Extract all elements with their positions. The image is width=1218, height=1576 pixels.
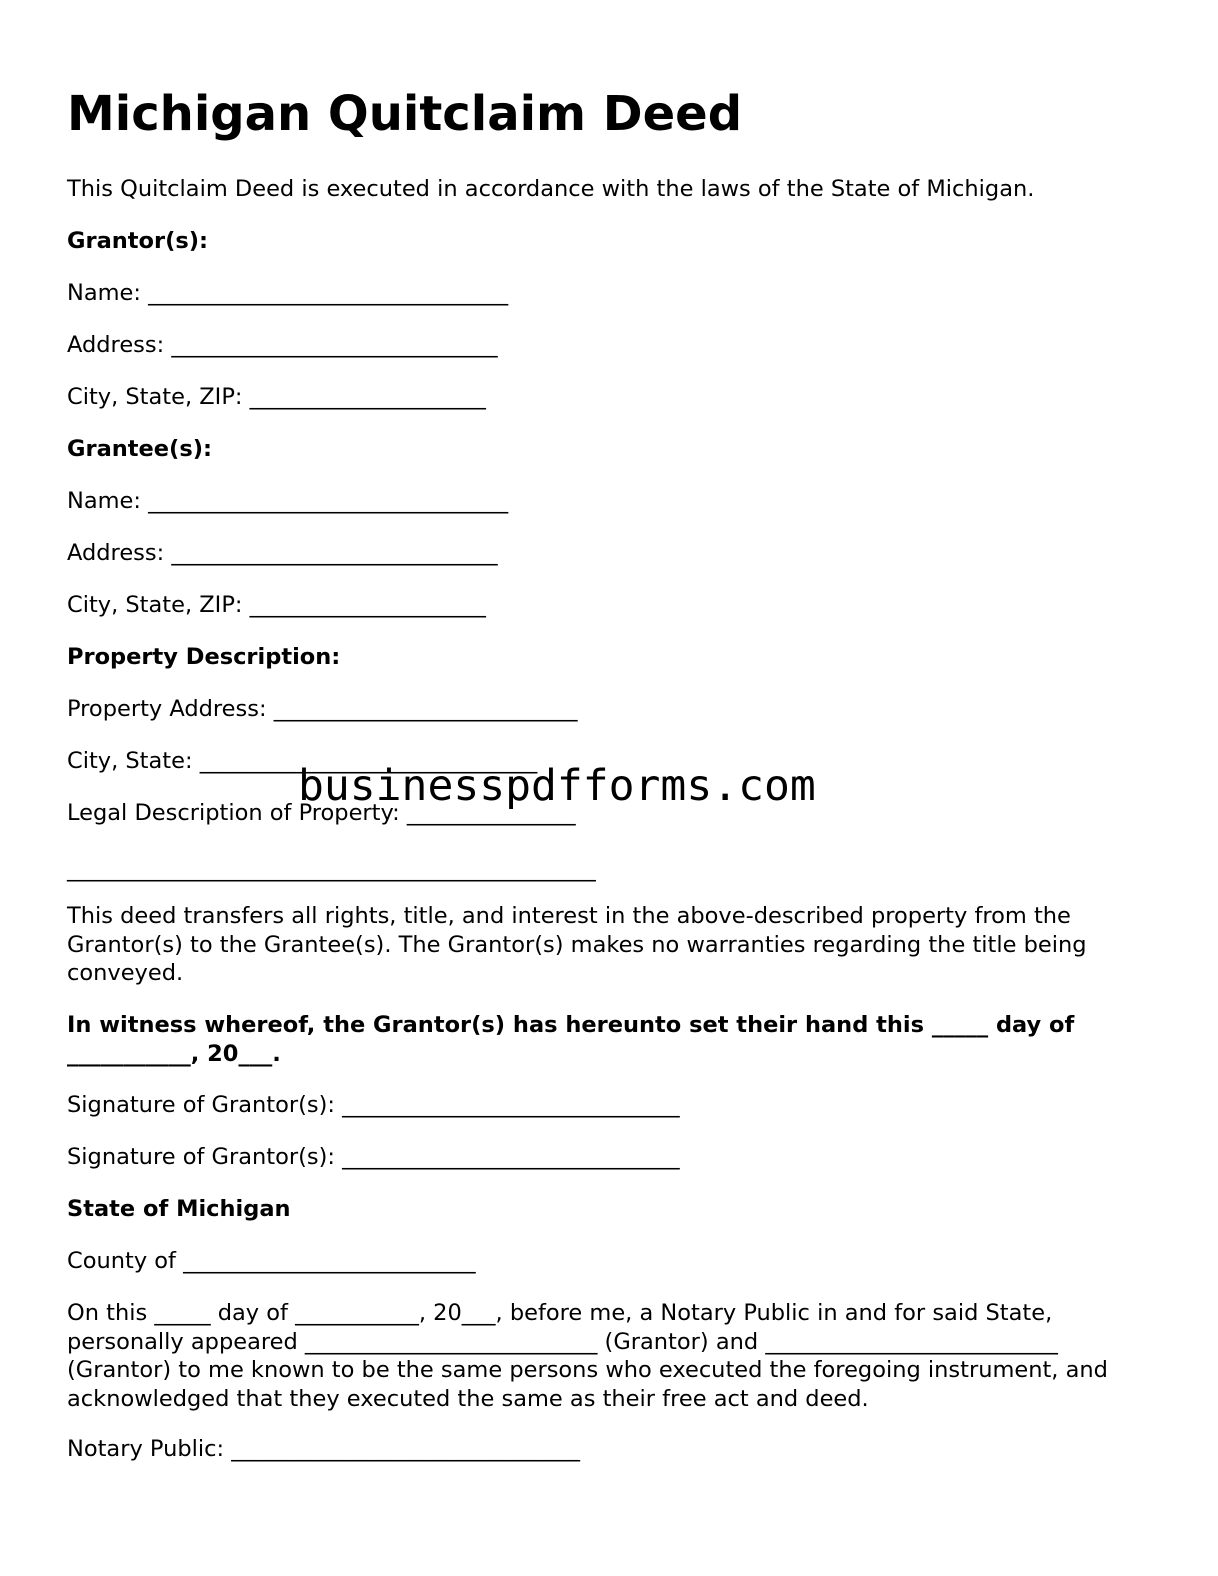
legal-description-line: _______________________________________________ bbox=[67, 856, 596, 882]
county-field: County of __________________________ bbox=[67, 1248, 476, 1274]
grantee-name-field: Name: ________________________________ bbox=[67, 488, 509, 514]
grantee-city-state-zip-field: City, State, ZIP: _____________________ bbox=[67, 592, 486, 618]
transfer-text: This deed transfers all rights, title, and interest in the above-described property from the Grantor(s) to the Grantee(s). The Grantor(s) makes no warranties regarding the title being conveyed. bbox=[67, 903, 1087, 986]
property-address-field: Property Address: ___________________________ bbox=[67, 696, 578, 722]
notary-public-field: Notary Public: _______________________________ bbox=[67, 1436, 580, 1462]
grantor-name-field: Name: ________________________________ bbox=[67, 280, 509, 306]
grantor-address-field: Address: _____________________________ bbox=[67, 332, 498, 358]
grantor-signature-2: Signature of Grantor(s): ______________________________ bbox=[67, 1144, 680, 1170]
property-heading: Property Description: bbox=[67, 644, 341, 670]
grantee-heading: Grantee(s): bbox=[67, 436, 212, 462]
intro-text: This Quitclaim Deed is executed in accordance with the laws of the State of Michigan. bbox=[67, 176, 1035, 202]
grantor-city-state-zip-field: City, State, ZIP: _____________________ bbox=[67, 384, 486, 410]
legal-description-field: Legal Description of Property: _______________ bbox=[67, 800, 576, 826]
grantor-heading: Grantor(s): bbox=[67, 228, 209, 254]
watermark-text: businesspdfforms.com bbox=[298, 761, 816, 811]
grantee-address-field: Address: _____________________________ bbox=[67, 540, 498, 566]
state-heading: State of Michigan bbox=[67, 1196, 291, 1222]
property-city-state-field: City, State: ______________________________ bbox=[67, 748, 538, 774]
grantor-signature-1: Signature of Grantor(s): ______________________________ bbox=[67, 1092, 680, 1118]
witness-text: In witness whereof, the Grantor(s) has hereunto set their hand this _____ day of ___________, 20___. bbox=[67, 1012, 1075, 1067]
page-title: Michigan Quitclaim Deed bbox=[67, 86, 743, 142]
notary-acknowledgment: On this _____ day of ___________, 20___, before me, a Notary Public in and for said State, personally appeared __________________________ (Grantor) and __________________________ (Grantor) to me known to be the same persons who executed the foregoing instrument, and acknowledged that they executed the same as their free act and deed. bbox=[67, 1300, 1108, 1412]
